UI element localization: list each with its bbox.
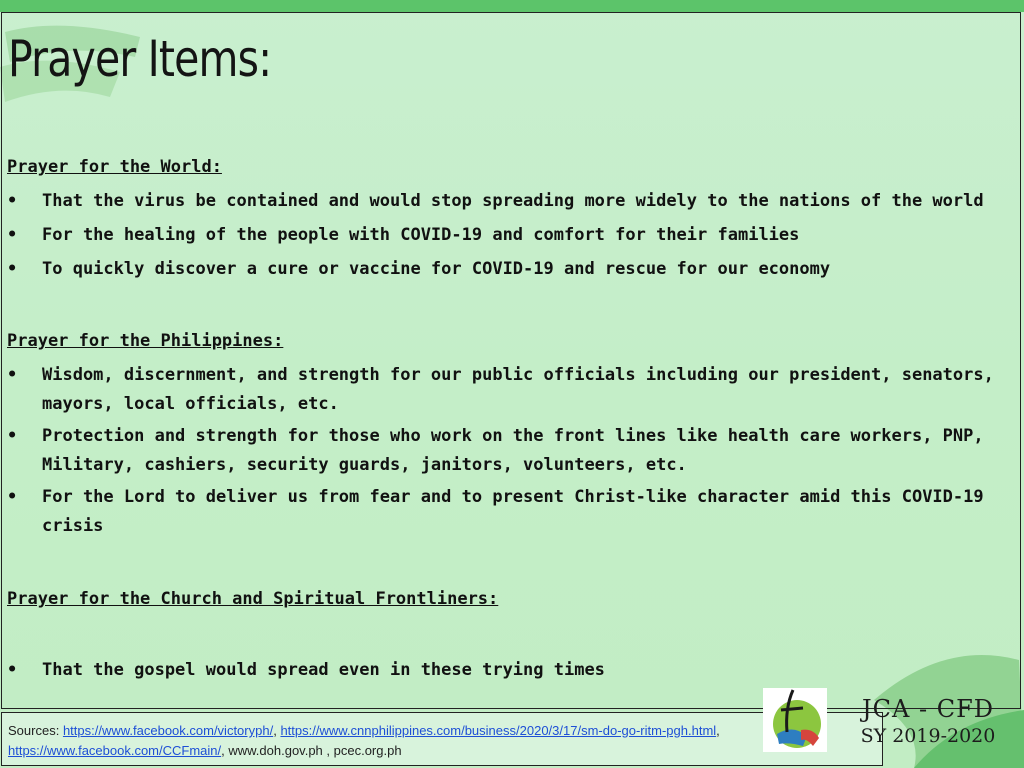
section-heading-world: Prayer for the World: [7,157,222,177]
brand-label [853,694,1003,748]
sources-box: Sources: https://www.facebook.com/victoryph/, https://www.cnnphilippines.com/business/2020/3/17/sm-do-go-ritm-pgh.html, https://www.facebook.com/CCFmain/, www.doh.gov.ph , pcec.org.ph [1,712,883,766]
list-item: • Protection and strength for those who work on the front lines like health care workers, PNP, Military, cashiers, security guards, janitors, volunteers, etc. [7,422,1019,480]
bullet-icon: • [7,487,18,507]
section-heading-philippines: Prayer for the Philippines: [7,331,284,351]
top-accent-bar [0,0,1024,12]
bullet-icon: • [7,225,18,245]
brand-name: JCA - CFD [862,695,994,723]
list-item: • Wisdom, discernment, and strength for our public officials including our president, senators, mayors, local officials, etc. [7,361,1019,419]
list-item: • For the healing of the people with COVID-19 and comfort for their families [7,221,1019,250]
bullet-icon: • [7,660,18,680]
bullet-icon: • [7,191,18,211]
sources-tail: , www.doh.gov.ph , pcec.org.ph [221,743,402,758]
bullet-icon: • [7,365,18,385]
source-link-victory[interactable]: https://www.facebook.com/victoryph/ [62,723,274,738]
sources-label: Sources: [8,723,60,738]
section-heading-church: Prayer for the Church and Spiritual Frontliners: [7,589,499,609]
list-item: • For the Lord to deliver us from fear and to present Christ-like character amid this COVID-19 crisis [7,483,1019,541]
brand-school-year: SY 2019-2020 [860,725,996,747]
bullet-icon: • [7,259,18,279]
bullet-icon: • [7,426,18,446]
list-item: • To quickly discover a cure or vaccine for COVID-19 and rescue for our economy [7,255,1019,284]
list-item: • That the virus be contained and would stop spreading more widely to the nations of the world [7,187,1019,216]
source-link-ccf[interactable]: https://www.facebook.com/CCFmain/ [8,743,222,758]
logo-icon [763,688,827,752]
list-item: • That the gospel would spread even in these trying times [7,656,1019,685]
page-title: Prayer Items: [8,30,272,88]
source-link-cnn[interactable]: https://www.cnnphilippines.com/business/2020/3/17/sm-do-go-ritm-pgh.html [280,723,717,738]
